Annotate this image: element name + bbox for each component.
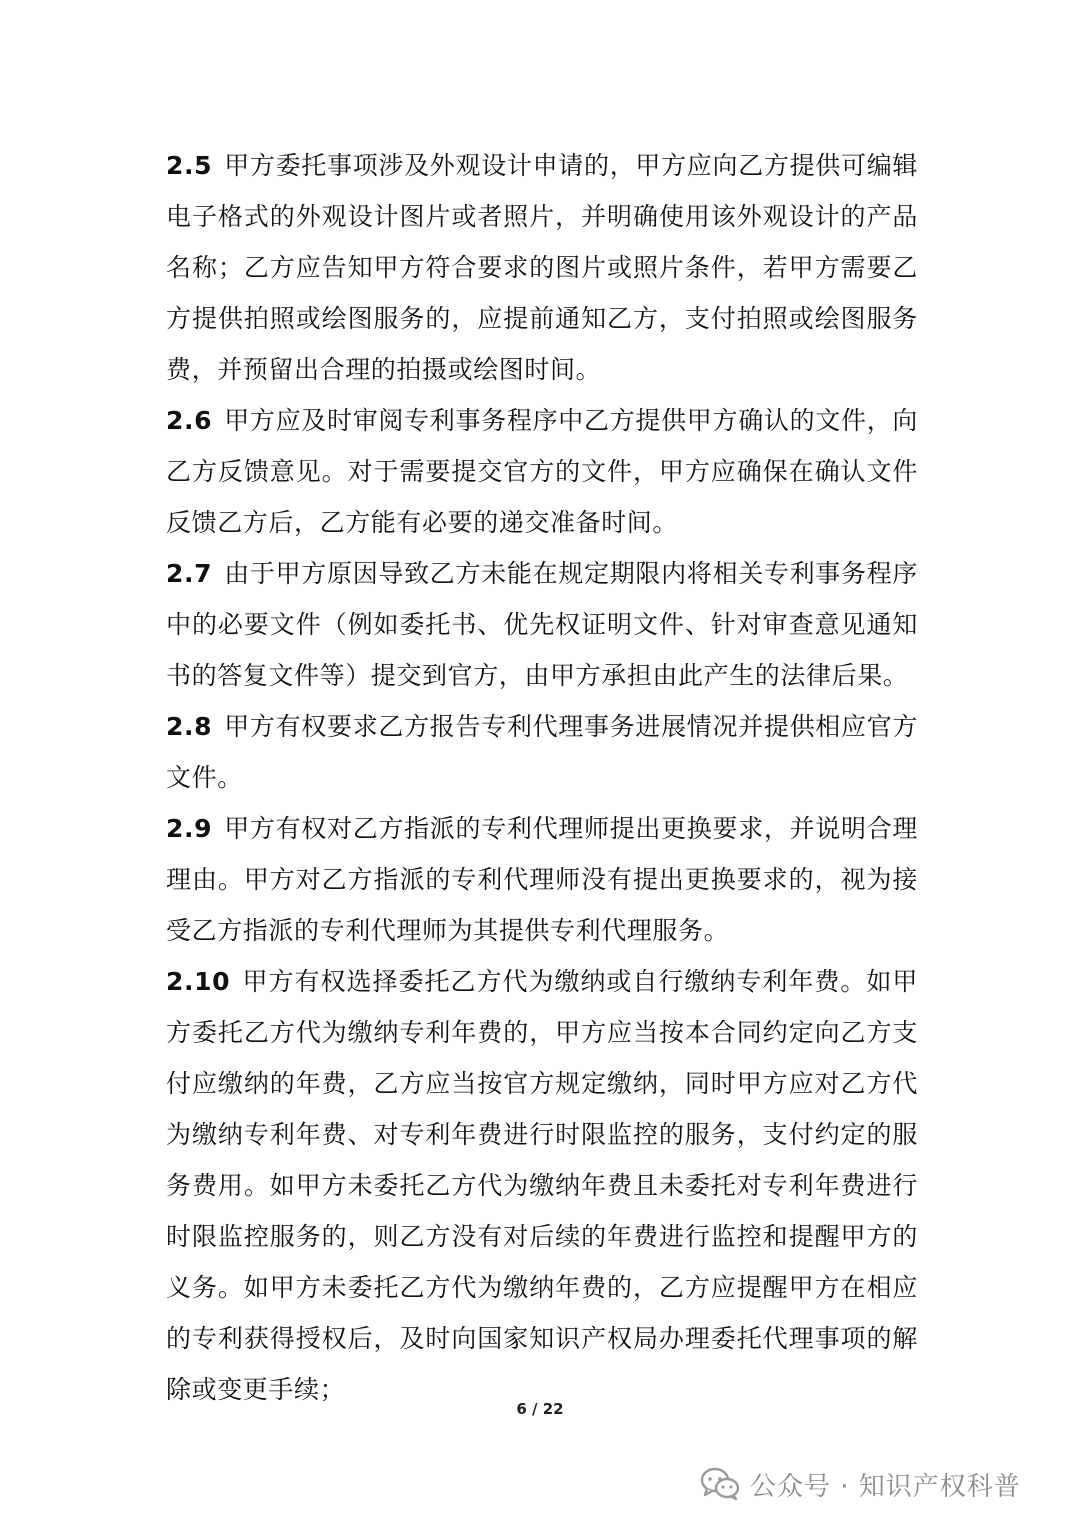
clause-number: 2.5	[166, 151, 213, 180]
wechat-icon	[700, 1467, 740, 1501]
clause-2-9	[166, 803, 918, 956]
clause-text: 甲方应及时审阅专利事务程序中乙方提供甲方确认的文件，向乙方反馈意见。对于需要提交官方的文件，甲方应确保在确认文件反馈乙方后，乙方能有必要的递交准备时间。	[166, 406, 918, 537]
clause-2-8	[166, 701, 918, 803]
clause-text: 甲方有权选择委托乙方代为缴纳或自行缴纳专利年费。如甲方委托乙方代为缴纳专利年费的，甲方应当按本合同约定向乙方支付应缴纳的年费，乙方应当按官方规定缴纳，同时甲方应对乙方代为缴纳专利年费、对专利年费进行时限监控的服务，支付约定的服务费用。如甲方未委托乙方代为缴纳年费且未委托对专利年费进行时限监控服务的，则乙方没有对后续的年费进行监控和提醒甲方的义务。如甲方未委托乙方代为缴纳年费的，乙方应提醒甲方在相应的专利获得授权后，及时向国家知识产权局办理委托代理事项的解除或变更手续；	[166, 967, 918, 1404]
page-number: 6 / 22	[516, 1400, 564, 1418]
clause-number: 2.10	[166, 967, 231, 996]
clause-text: 甲方有权对乙方指派的专利代理师提出更换要求，并说明合理理由。甲方对乙方指派的专利代理师没有提出更换要求的，视为接受乙方指派的专利代理师为其提供专利代理服务。	[166, 814, 918, 945]
clause-2-5	[166, 140, 918, 395]
clause-text: 由于甲方原因导致乙方未能在规定期限内将相关专利事务程序中的必要文件（例如委托书、优先权证明文件、针对审查意见通知书的答复文件等）提交到官方，由甲方承担由此产生的法律后果。	[166, 559, 918, 690]
watermark	[700, 1462, 1021, 1506]
clause-2-10	[166, 956, 918, 1415]
clause-number: 2.8	[166, 712, 213, 741]
clause-text: 甲方委托事项涉及外观设计申请的，甲方应向乙方提供可编辑电子格式的外观设计图片或者照片，并明确使用该外观设计的产品名称；乙方应告知甲方符合要求的图片或照片条件，若甲方需要乙方提供拍照或绘图服务的，应提前通知乙方，支付拍照或绘图服务费，并预留出合理的拍摄或绘图时间。	[166, 151, 918, 384]
clause-number: 2.9	[166, 814, 213, 843]
clause-text: 甲方有权要求乙方报告专利代理事务进展情况并提供相应官方文件。	[166, 712, 918, 792]
clause-list	[166, 140, 918, 1415]
clause-number: 2.7	[166, 559, 213, 588]
clause-2-7	[166, 548, 918, 701]
watermark-text: 公众号 · 知识产权科普	[750, 1471, 1021, 1502]
clause-number: 2.6	[166, 406, 213, 435]
clause-2-6	[166, 395, 918, 548]
